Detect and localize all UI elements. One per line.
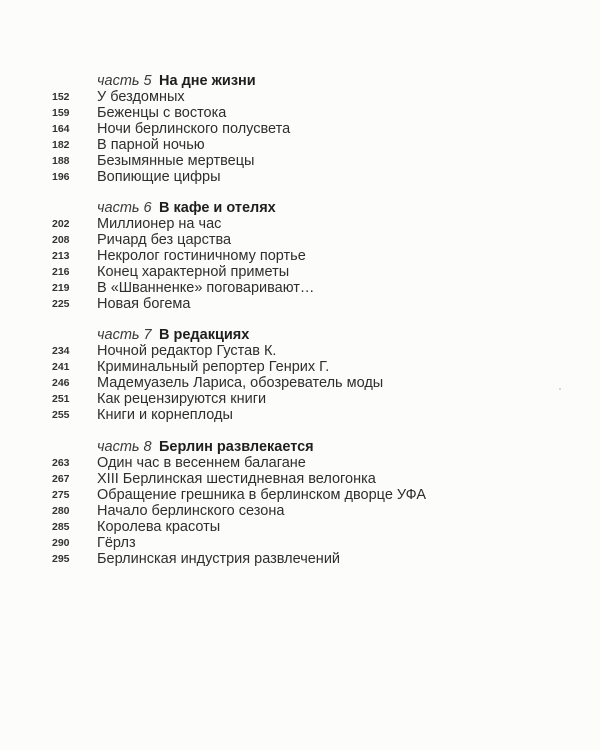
page-number: 182 — [52, 139, 70, 151]
page-number: 295 — [52, 553, 70, 565]
page-number: 202 — [52, 218, 70, 230]
toc-entry — [0, 105, 600, 121]
chapter-title: Один час в весеннем балагане — [97, 455, 306, 471]
page-number: 263 — [52, 457, 70, 469]
toc-entry — [0, 551, 600, 567]
page-number: 241 — [52, 361, 70, 373]
chapter-title: Как рецензируются книги — [97, 391, 267, 407]
page-number: 275 — [52, 489, 70, 501]
page-number: 196 — [52, 171, 70, 183]
part-title: В редакциях — [159, 327, 250, 343]
page-number: 225 — [52, 298, 70, 310]
toc-entry — [0, 169, 600, 185]
part-heading — [97, 438, 314, 456]
toc-entry — [0, 248, 600, 264]
chapter-title: XIII Берлинская шестидневная велогонка — [97, 471, 376, 487]
chapter-title: Новая богема — [97, 296, 191, 312]
part-title: В кафе и отелях — [159, 200, 276, 216]
part-label: часть 7 — [97, 327, 152, 343]
chapter-title: Мадемуазель Лариса, обозреватель моды — [97, 375, 384, 391]
toc-entry — [0, 296, 600, 312]
page-number: 234 — [52, 345, 70, 357]
chapter-title: Криминальный репортер Генрих Г. — [97, 359, 330, 375]
part-title: На дне жизни — [159, 73, 256, 89]
toc-entry — [0, 343, 600, 359]
toc-entry — [0, 391, 600, 407]
paper-speck — [559, 388, 561, 390]
toc-entry — [0, 471, 600, 487]
chapter-title: Берлинская индустрия развлечений — [97, 551, 341, 567]
page-number: 159 — [52, 107, 70, 119]
part-label: часть 8 — [97, 439, 152, 455]
page-number: 213 — [52, 250, 70, 262]
part-label: часть 6 — [97, 200, 152, 216]
toc-entry — [0, 232, 600, 248]
page-number: 208 — [52, 234, 70, 246]
chapter-title: Обращение грешника в берлинском дворце УФА — [97, 487, 427, 503]
chapter-title: Конец характерной приметы — [97, 264, 290, 280]
page-number: 164 — [52, 123, 70, 135]
toc-entry — [0, 121, 600, 137]
chapter-title: Ночной редактор Густав К. — [97, 343, 277, 359]
page-number: 267 — [52, 473, 70, 485]
page-number: 152 — [52, 91, 70, 103]
toc-entry — [0, 519, 600, 535]
toc-entry — [0, 153, 600, 169]
page-number: 251 — [52, 393, 70, 405]
page-number: 219 — [52, 282, 70, 294]
chapter-title: Королева красоты — [97, 519, 221, 535]
part-heading — [97, 326, 249, 344]
toc-entry — [0, 137, 600, 153]
chapter-title: Книги и корнеплоды — [97, 407, 233, 423]
toc-entry — [0, 503, 600, 519]
chapter-title: Начало берлинского сезона — [97, 503, 285, 519]
chapter-title: Безымянные мертвецы — [97, 153, 255, 169]
chapter-title: Гёрлз — [97, 535, 136, 551]
page-number: 280 — [52, 505, 70, 517]
toc-entry — [0, 407, 600, 423]
part-heading — [97, 72, 256, 90]
toc-entry — [0, 535, 600, 551]
part-title: Берлин развлекается — [159, 439, 314, 455]
chapter-title: Беженцы с востока — [97, 105, 227, 121]
toc-entry — [0, 375, 600, 391]
part-heading — [97, 199, 276, 217]
page-number: 285 — [52, 521, 70, 533]
chapter-title: В парной ночью — [97, 137, 205, 153]
part-label: часть 5 — [97, 73, 152, 89]
page-number: 246 — [52, 377, 70, 389]
page-number: 255 — [52, 409, 70, 421]
toc-entry — [0, 359, 600, 375]
page-number: 290 — [52, 537, 70, 549]
chapter-title: Вопиющие цифры — [97, 169, 221, 185]
chapter-title: Ричард без царства — [97, 232, 232, 248]
chapter-title: Ночи берлинского полусвета — [97, 121, 291, 137]
toc-entry — [0, 487, 600, 503]
toc-entry — [0, 216, 600, 232]
toc-entry — [0, 280, 600, 296]
toc-entry — [0, 455, 600, 471]
chapter-title: Миллионер на час — [97, 216, 222, 232]
page-number: 216 — [52, 266, 70, 278]
chapter-title: В «Шванненке» поговаривают… — [97, 280, 315, 296]
toc-entry — [0, 89, 600, 105]
toc-entry — [0, 264, 600, 280]
chapter-title: Некролог гостиничному портье — [97, 248, 306, 264]
page-number: 188 — [52, 155, 70, 167]
chapter-title: У бездомных — [97, 89, 185, 105]
